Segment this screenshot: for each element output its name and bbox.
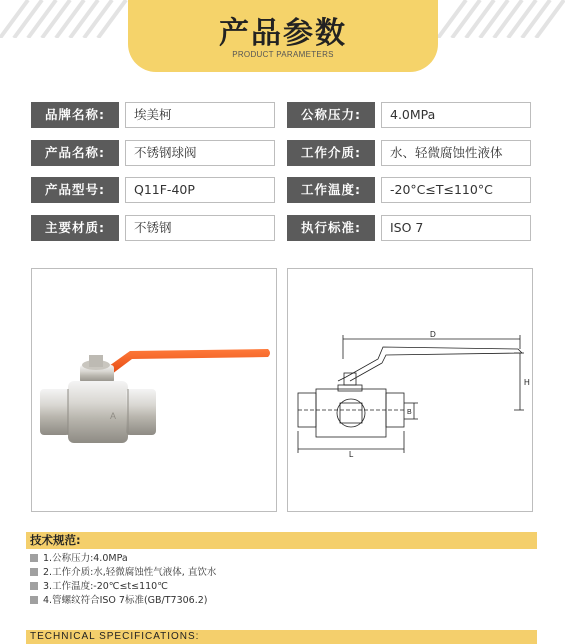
param-label: 主要材质:	[31, 215, 119, 241]
spec-title-bar	[26, 532, 537, 549]
param-label: 执行标准:	[287, 215, 375, 241]
spec-item: 2.工作介质:水,轻微腐蚀性气液体, 直饮水	[30, 566, 216, 579]
param-value: 4.0MPa	[381, 102, 531, 128]
bullet-square-icon	[30, 582, 38, 590]
spec-item: 3.工作温度:-20℃≤t≤110℃	[30, 580, 168, 593]
stripe-decoration-right	[438, 0, 565, 38]
dim-l-label: L	[349, 450, 354, 459]
param-label: 品牌名称:	[31, 102, 119, 128]
param-value: Q11F-40P	[125, 177, 275, 203]
page-subtitle: PRODUCT PARAMETERS	[232, 50, 334, 59]
svg-text:A: A	[110, 411, 117, 421]
valve-drawing	[288, 269, 532, 511]
param-label: 工作介质:	[287, 140, 375, 166]
page-title: 产品参数	[219, 16, 347, 51]
param-label: 产品型号:	[31, 177, 119, 203]
param-value: 不锈钢	[125, 215, 275, 241]
param-value: 埃美柯	[125, 102, 275, 128]
param-value: 不锈钢球阀	[125, 140, 275, 166]
param-value: ISO 7	[381, 215, 531, 241]
param-label: 产品名称:	[31, 140, 119, 166]
ball-valve-image	[32, 269, 276, 511]
dim-b-label: B	[407, 409, 412, 416]
technical-title-bar	[26, 630, 537, 644]
dim-d-label: D	[430, 330, 436, 339]
stripe-decoration-left	[0, 0, 130, 38]
param-label: 工作温度:	[287, 177, 375, 203]
bullet-square-icon	[30, 554, 38, 562]
bullet-square-icon	[30, 568, 38, 576]
header-banner	[128, 0, 438, 72]
spec-title: 技术规范:	[30, 533, 81, 547]
technical-diagram	[287, 268, 533, 512]
spec-item: 1.公称压力:4.0MPa	[30, 552, 128, 565]
product-photo	[31, 268, 277, 512]
param-value: -20°C≤T≤110°C	[381, 177, 531, 203]
param-value: 水、轻微腐蚀性液体	[381, 140, 531, 166]
param-label: 公称压力:	[287, 102, 375, 128]
technical-title: TECHNICAL SPECIFICATIONS:	[30, 631, 200, 642]
bullet-square-icon	[30, 596, 38, 604]
dim-h-label: H	[524, 378, 530, 387]
spec-item: 4.管螺纹符合ISO 7标准(GB/T7306.2)	[30, 594, 207, 607]
